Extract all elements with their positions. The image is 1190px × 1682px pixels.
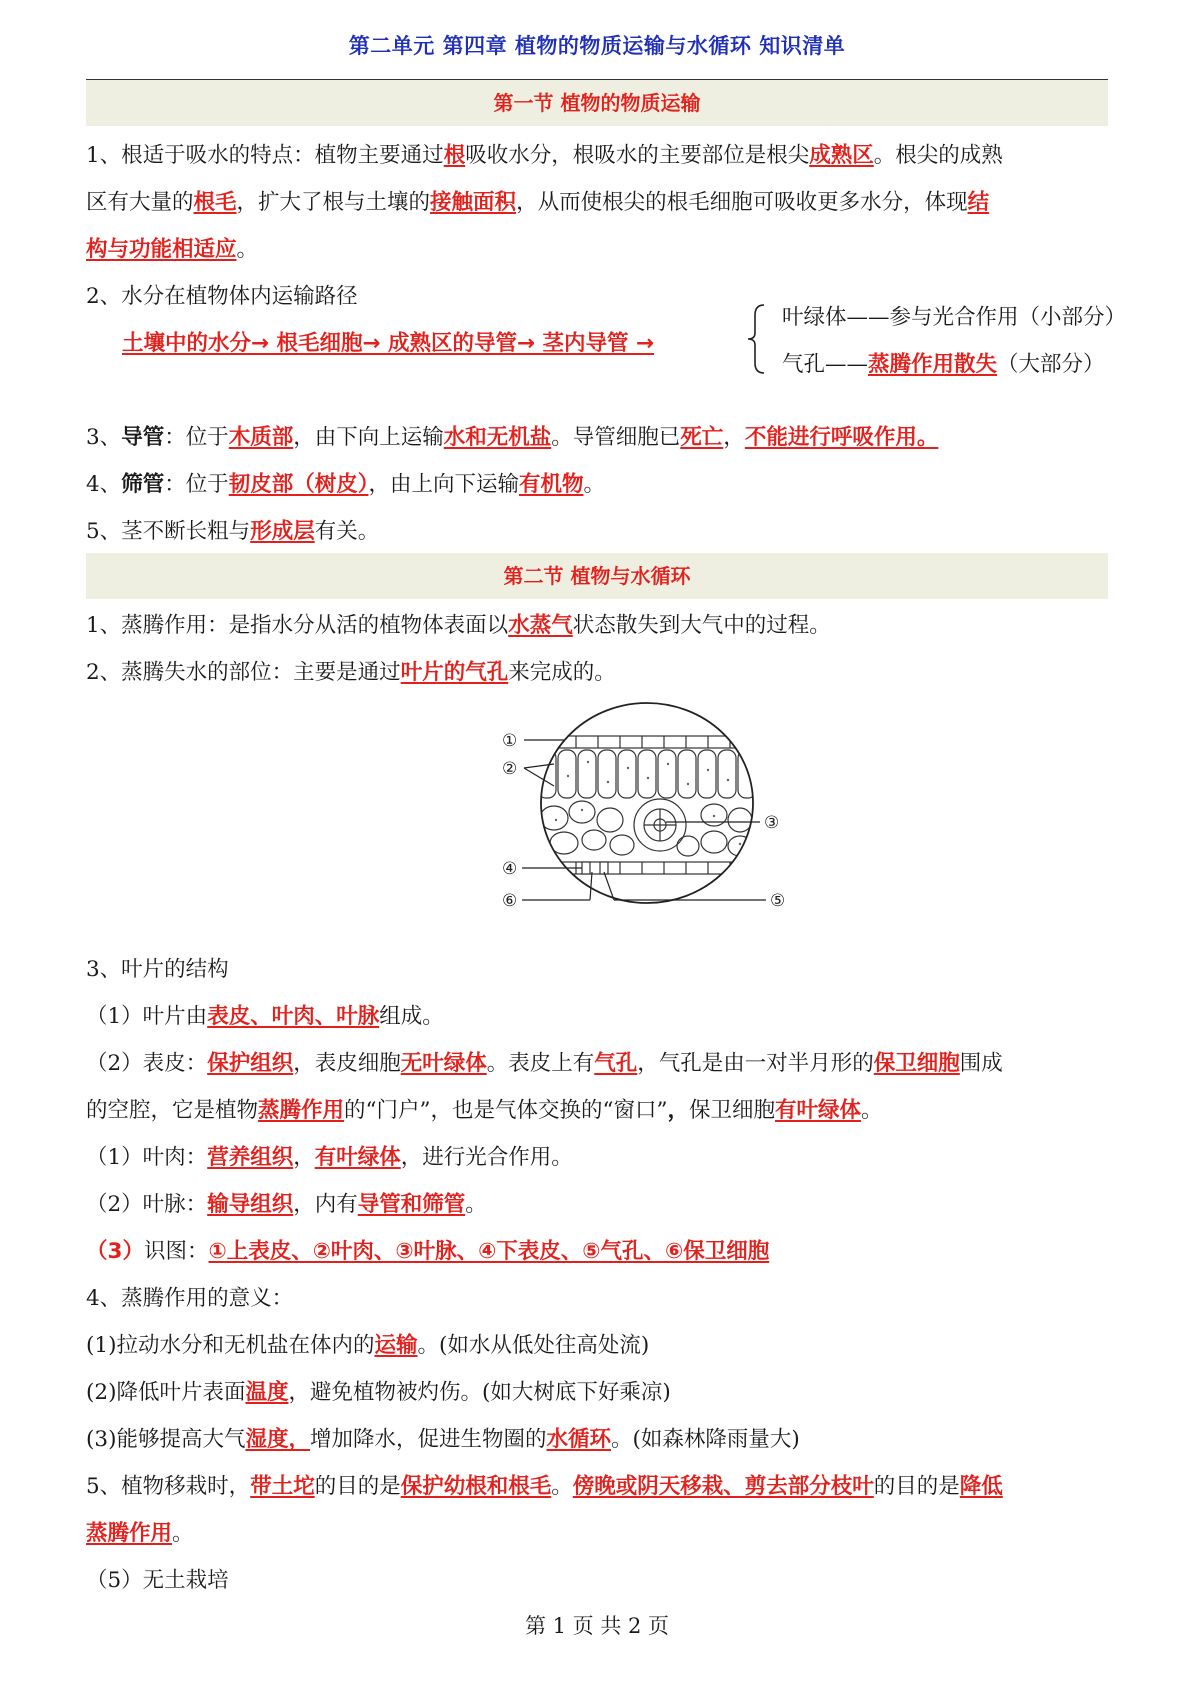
guard-cell-left	[582, 862, 590, 874]
water-transport-path: 土壤中的水分→ 根毛细胞→ 成熟区的导管→ 茎内导管 →	[122, 331, 655, 356]
diagram-label-6: ⑥	[502, 891, 518, 910]
s1-point1-line2: 区有大量的根毛，扩大了根与土壤的接触面积，从而使根尖的根毛细胞可吸收更多水分，体现结	[86, 190, 990, 215]
s2-vein: （2）叶脉：输导组织，内有导管和筛管。	[86, 1192, 487, 1217]
path-branch-chloroplast: 叶绿体——参与光合作用（小部分）	[782, 305, 1127, 330]
s2-point2: 2、蒸腾失水的部位：主要是通过叶片的气孔来完成的。	[86, 660, 616, 685]
s2-significance-1: (1)拉动水分和无机盐在体内的运输。(如水从低处往高处流)	[86, 1333, 650, 1358]
s2-point4-heading: 4、蒸腾作用的意义：	[86, 1286, 294, 1311]
path-branch-stomata: 气孔——蒸腾作用散失（大部分）	[782, 352, 1105, 377]
s2-leaf-composition: （1）叶片由表皮、叶肉、叶脉组成。	[86, 1004, 444, 1029]
s2-point1: 1、蒸腾作用：是指水分从活的植物体表面以水蒸气状态散失到大气中的过程。	[86, 613, 831, 638]
s1-point4: 4、筛管：位于韧皮部（树皮），由上向下运输有机物。	[86, 472, 606, 497]
diagram-label-2: ②	[502, 759, 518, 779]
page-title: 第二单元 第四章 植物的物质运输与水循环 知识清单	[348, 34, 846, 58]
s2-diagram-answer: （3）识图：①上表皮、②叶肉、③叶脉、④下表皮、⑤气孔、⑥保卫细胞	[86, 1239, 770, 1264]
s2-significance-3: (3)能够提高大气湿度，增加降水，促进生物圈的水循环。(如森林降雨量大)	[86, 1427, 800, 1452]
diagram-label-4: ④	[502, 859, 518, 879]
vein-bundle	[634, 799, 686, 851]
diagram-label-3: ③	[764, 813, 780, 833]
s1-point5: 5、茎不断长粗与形成层有关。	[86, 519, 380, 544]
s2-epidermis-line1: （2）表皮：保护组织，表皮细胞无叶绿体。表皮上有气孔，气孔是由一对半月形的保卫细胞围成	[86, 1051, 1003, 1076]
s2-mesophyll: （1）叶肉：营养组织，有叶绿体，进行光合作用。	[86, 1145, 573, 1170]
s1-point1-line3: 构与功能相适应。	[86, 237, 259, 262]
section-heading-1: 第一节 植物的物质运输	[86, 80, 1108, 126]
palisade-cells	[538, 750, 756, 798]
section-heading-2: 第二节 植物与水循环	[86, 553, 1108, 599]
s1-point3: 3、导管：位于木质部，由下向上运输水和无机盐。导管细胞已死亡，不能进行呼吸作用。	[86, 425, 939, 450]
s2-soilless-culture: （5）无土栽培	[86, 1568, 229, 1593]
s2-significance-2: (2)降低叶片表面温度，避免植物被灼伤。(如大树底下好乘凉)	[86, 1380, 671, 1405]
brace-icon	[746, 303, 766, 375]
diagram-label-5: ⑤	[770, 891, 786, 910]
s2-epidermis-line2: 的空腔，它是植物蒸腾作用的“门户”，也是气体交换的“窗口”，保卫细胞有叶绿体。	[86, 1098, 883, 1123]
s2-point3-heading: 3、叶片的结构	[86, 957, 229, 982]
leaf-cross-section-diagram	[414, 700, 864, 910]
spongy-cells	[540, 801, 752, 856]
page-footer: 第 1 页 共 2 页	[524, 1614, 670, 1638]
s2-point5-line2: 蒸腾作用。	[86, 1521, 194, 1546]
s2-point5-line1: 5、植物移栽时，带土坨的目的是保护幼根和根毛。傍晚或阴天移栽、剪去部分枝叶的目的是降低	[86, 1474, 1003, 1499]
s1-point2-heading: 2、水分在植物体内运输路径	[86, 284, 358, 309]
s1-point1-line1: 1、根适于吸水的特点：植物主要通过根吸收水分，根吸水的主要部位是根尖成熟区。根尖的成熟	[86, 143, 1003, 168]
diagram-label-1: ①	[502, 731, 518, 751]
